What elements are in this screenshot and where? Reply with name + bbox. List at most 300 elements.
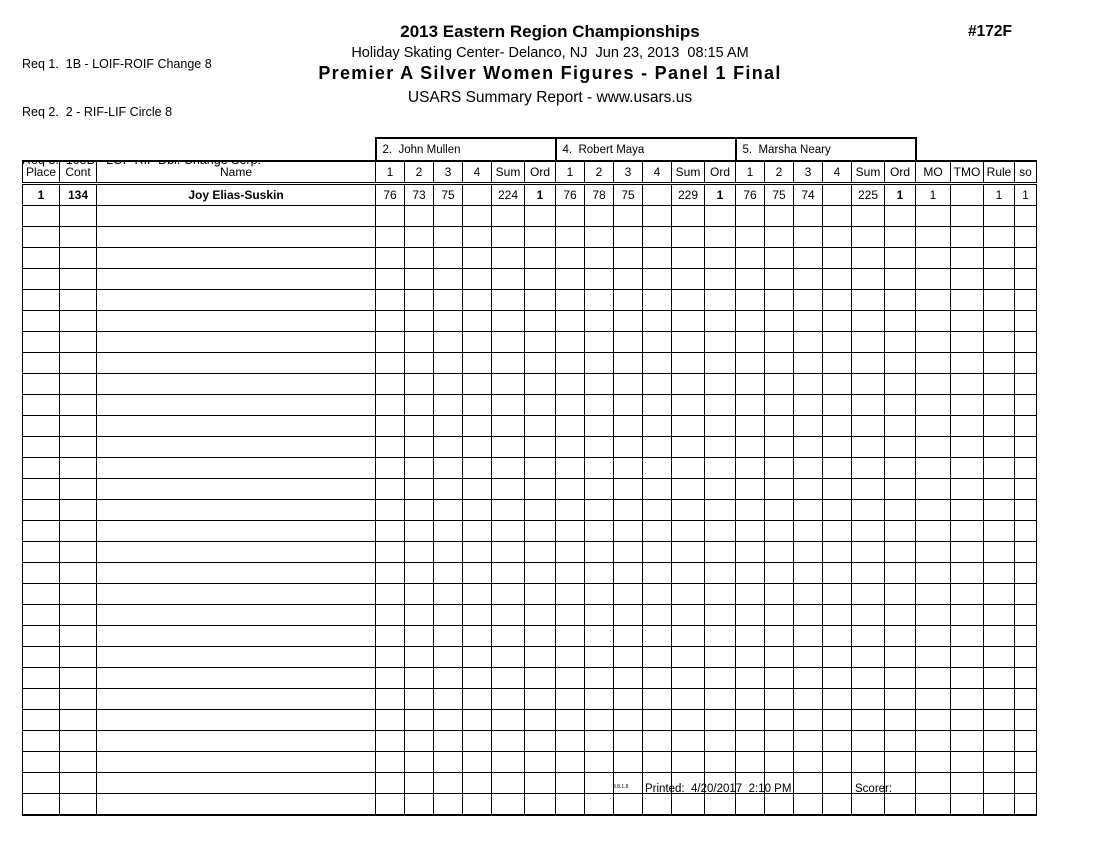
sum-cell bbox=[852, 290, 885, 311]
rule-cell bbox=[984, 311, 1015, 332]
score-cell bbox=[556, 437, 585, 458]
score-cell bbox=[765, 710, 794, 731]
ord-cell bbox=[705, 647, 736, 668]
place-cell bbox=[23, 647, 60, 668]
score-cell bbox=[463, 353, 492, 374]
score-cell bbox=[585, 752, 614, 773]
score-cell bbox=[434, 773, 463, 794]
col-header-judge2-1: 1 bbox=[556, 161, 585, 184]
so-cell bbox=[1015, 521, 1037, 542]
score-cell bbox=[736, 710, 765, 731]
score-cell bbox=[556, 353, 585, 374]
judge-row-right-spacer bbox=[916, 138, 1037, 161]
col-header-judge2-3: 3 bbox=[614, 161, 643, 184]
col-header-judge3-1: 1 bbox=[736, 161, 765, 184]
score-cell bbox=[823, 773, 852, 794]
score-cell bbox=[556, 626, 585, 647]
sum-cell bbox=[672, 479, 705, 500]
sum-cell bbox=[852, 332, 885, 353]
sum-cell bbox=[672, 752, 705, 773]
score-cell bbox=[765, 584, 794, 605]
col-header-judge1-4: 4 bbox=[463, 161, 492, 184]
score-cell bbox=[556, 668, 585, 689]
score-cell bbox=[736, 353, 765, 374]
score-cell bbox=[823, 710, 852, 731]
name-cell bbox=[97, 584, 376, 605]
so-cell bbox=[1015, 647, 1037, 668]
sum-cell bbox=[492, 269, 525, 290]
score-cell bbox=[794, 584, 823, 605]
ord-cell bbox=[525, 773, 556, 794]
score-cell bbox=[643, 184, 672, 206]
name-cell bbox=[97, 311, 376, 332]
so-cell bbox=[1015, 710, 1037, 731]
tmo-cell bbox=[951, 311, 984, 332]
score-cell bbox=[434, 248, 463, 269]
ord-cell bbox=[525, 206, 556, 227]
rule-cell bbox=[984, 290, 1015, 311]
mo-cell bbox=[916, 521, 951, 542]
sum-cell bbox=[672, 668, 705, 689]
ord-cell bbox=[705, 500, 736, 521]
sum-cell bbox=[672, 227, 705, 248]
score-cell bbox=[434, 206, 463, 227]
tmo-cell bbox=[951, 395, 984, 416]
ord-cell bbox=[525, 794, 556, 816]
score-cell bbox=[823, 184, 852, 206]
so-cell bbox=[1015, 458, 1037, 479]
place-cell bbox=[23, 353, 60, 374]
score-cell bbox=[614, 500, 643, 521]
place-cell bbox=[23, 521, 60, 542]
score-cell bbox=[556, 584, 585, 605]
tmo-cell bbox=[951, 248, 984, 269]
score-cell bbox=[405, 752, 434, 773]
ord-cell bbox=[525, 584, 556, 605]
mo-cell bbox=[916, 647, 951, 668]
score-cell bbox=[643, 353, 672, 374]
sum-cell bbox=[672, 500, 705, 521]
score-cell bbox=[585, 647, 614, 668]
mo-cell bbox=[916, 773, 951, 794]
name-cell bbox=[97, 752, 376, 773]
sum-cell bbox=[852, 521, 885, 542]
empty-row bbox=[23, 584, 1037, 605]
ord-cell bbox=[705, 689, 736, 710]
score-cell bbox=[736, 647, 765, 668]
name-cell bbox=[97, 605, 376, 626]
score-cell bbox=[823, 668, 852, 689]
place-cell bbox=[23, 584, 60, 605]
score-cell bbox=[376, 227, 405, 248]
name-cell bbox=[97, 773, 376, 794]
sum-cell: 225 bbox=[852, 184, 885, 206]
empty-row bbox=[23, 248, 1037, 269]
col-header-cont: Cont bbox=[60, 161, 97, 184]
so-cell bbox=[1015, 605, 1037, 626]
sum-cell bbox=[492, 395, 525, 416]
score-cell bbox=[556, 269, 585, 290]
so-cell bbox=[1015, 374, 1037, 395]
rule-cell bbox=[984, 437, 1015, 458]
rule-cell bbox=[984, 227, 1015, 248]
score-cell bbox=[823, 731, 852, 752]
name-cell bbox=[97, 248, 376, 269]
score-cell bbox=[463, 269, 492, 290]
score-cell bbox=[765, 353, 794, 374]
empty-row bbox=[23, 290, 1037, 311]
score-cell bbox=[614, 416, 643, 437]
score-cell: 76 bbox=[556, 184, 585, 206]
printed-datetime: 4/20/2017 2:10 PM bbox=[691, 783, 792, 795]
score-cell bbox=[736, 227, 765, 248]
score-cell bbox=[643, 500, 672, 521]
place-cell bbox=[23, 710, 60, 731]
score-cell bbox=[434, 479, 463, 500]
score-cell bbox=[585, 206, 614, 227]
tmo-cell bbox=[951, 710, 984, 731]
sum-cell bbox=[492, 668, 525, 689]
sum-cell bbox=[492, 647, 525, 668]
rule-cell bbox=[984, 584, 1015, 605]
tmo-cell bbox=[951, 689, 984, 710]
score-cell bbox=[823, 542, 852, 563]
score-cell bbox=[736, 542, 765, 563]
sum-cell bbox=[492, 563, 525, 584]
tmo-cell bbox=[951, 794, 984, 816]
score-cell bbox=[376, 500, 405, 521]
sum-cell bbox=[852, 647, 885, 668]
ord-cell bbox=[525, 311, 556, 332]
rule-cell bbox=[984, 731, 1015, 752]
ord-cell bbox=[705, 710, 736, 731]
cont-cell bbox=[60, 353, 97, 374]
cont-cell bbox=[60, 416, 97, 437]
rule-cell bbox=[984, 416, 1015, 437]
score-cell bbox=[614, 584, 643, 605]
score-cell bbox=[556, 710, 585, 731]
ord-cell bbox=[885, 227, 916, 248]
score-cell bbox=[556, 332, 585, 353]
sum-cell bbox=[852, 752, 885, 773]
score-cell bbox=[585, 689, 614, 710]
score-cell bbox=[794, 605, 823, 626]
score-cell bbox=[614, 269, 643, 290]
score-cell bbox=[823, 290, 852, 311]
sum-cell bbox=[492, 605, 525, 626]
name-cell bbox=[97, 332, 376, 353]
score-cell: 74 bbox=[794, 184, 823, 206]
rule-cell bbox=[984, 647, 1015, 668]
score-cell bbox=[434, 374, 463, 395]
sum-cell bbox=[492, 332, 525, 353]
score-cell bbox=[585, 458, 614, 479]
cont-cell bbox=[60, 269, 97, 290]
sum-cell bbox=[492, 731, 525, 752]
score-cell bbox=[765, 416, 794, 437]
place-cell: 1 bbox=[23, 184, 60, 206]
score-cell bbox=[614, 731, 643, 752]
score-cell bbox=[463, 311, 492, 332]
place-cell bbox=[23, 395, 60, 416]
score-cell bbox=[463, 794, 492, 816]
rule-cell bbox=[984, 353, 1015, 374]
tmo-cell bbox=[951, 605, 984, 626]
score-cell bbox=[614, 689, 643, 710]
score-cell bbox=[585, 248, 614, 269]
result-row bbox=[23, 184, 1037, 206]
col-header-judge3-ord: Ord bbox=[885, 161, 916, 184]
ord-cell bbox=[885, 752, 916, 773]
sum-cell bbox=[852, 689, 885, 710]
score-cell bbox=[765, 794, 794, 816]
score-cell bbox=[463, 500, 492, 521]
tmo-cell bbox=[951, 290, 984, 311]
score-cell bbox=[434, 605, 463, 626]
score-cell bbox=[376, 542, 405, 563]
cont-cell bbox=[60, 710, 97, 731]
sum-cell bbox=[492, 752, 525, 773]
ord-cell bbox=[705, 374, 736, 395]
sum-cell bbox=[492, 248, 525, 269]
score-cell bbox=[794, 206, 823, 227]
ord-cell bbox=[705, 479, 736, 500]
ord-cell: 1 bbox=[525, 184, 556, 206]
tmo-cell bbox=[951, 374, 984, 395]
score-cell bbox=[794, 668, 823, 689]
sum-cell bbox=[672, 332, 705, 353]
score-cell bbox=[736, 521, 765, 542]
ord-cell bbox=[525, 290, 556, 311]
ord-cell bbox=[705, 605, 736, 626]
sum-cell bbox=[852, 626, 885, 647]
score-cell bbox=[434, 416, 463, 437]
mo-cell bbox=[916, 206, 951, 227]
score-cell bbox=[556, 521, 585, 542]
sum-cell bbox=[492, 416, 525, 437]
score-cell bbox=[736, 269, 765, 290]
empty-row bbox=[23, 689, 1037, 710]
tmo-cell bbox=[951, 206, 984, 227]
ord-cell bbox=[885, 248, 916, 269]
empty-row bbox=[23, 353, 1037, 374]
sum-cell bbox=[852, 374, 885, 395]
tmo-cell bbox=[951, 542, 984, 563]
score-cell bbox=[405, 395, 434, 416]
ord-cell bbox=[885, 668, 916, 689]
score-cell bbox=[376, 437, 405, 458]
score-cell bbox=[585, 584, 614, 605]
mo-cell bbox=[916, 395, 951, 416]
place-cell bbox=[23, 374, 60, 395]
ord-cell bbox=[705, 731, 736, 752]
tmo-cell bbox=[951, 731, 984, 752]
score-cell bbox=[585, 500, 614, 521]
sum-cell bbox=[852, 206, 885, 227]
score-cell bbox=[405, 731, 434, 752]
score-cell bbox=[556, 395, 585, 416]
score-cell bbox=[736, 689, 765, 710]
score-cell bbox=[585, 605, 614, 626]
score-cell bbox=[765, 395, 794, 416]
tmo-cell bbox=[951, 626, 984, 647]
sum-cell bbox=[852, 584, 885, 605]
score-cell bbox=[823, 416, 852, 437]
ord-cell bbox=[885, 521, 916, 542]
score-cell bbox=[643, 227, 672, 248]
empty-row bbox=[23, 794, 1037, 816]
sum-cell bbox=[492, 542, 525, 563]
sum-cell bbox=[672, 290, 705, 311]
score-cell bbox=[765, 626, 794, 647]
cont-cell bbox=[60, 626, 97, 647]
col-header-mo: MO bbox=[916, 161, 951, 184]
ord-cell bbox=[525, 437, 556, 458]
empty-row bbox=[23, 206, 1037, 227]
mo-cell bbox=[916, 752, 951, 773]
score-cell bbox=[376, 710, 405, 731]
score-cell bbox=[585, 563, 614, 584]
score-cell bbox=[736, 479, 765, 500]
score-cell bbox=[405, 437, 434, 458]
score-cell bbox=[643, 269, 672, 290]
score-cell bbox=[556, 752, 585, 773]
score-cell bbox=[823, 437, 852, 458]
place-cell bbox=[23, 269, 60, 290]
sum-cell bbox=[852, 668, 885, 689]
rule-cell bbox=[984, 248, 1015, 269]
score-cell bbox=[794, 752, 823, 773]
mo-cell: 1 bbox=[916, 184, 951, 206]
score-cell bbox=[434, 500, 463, 521]
score-cell bbox=[585, 311, 614, 332]
place-cell bbox=[23, 311, 60, 332]
score-cell bbox=[643, 248, 672, 269]
score-cell bbox=[434, 584, 463, 605]
score-cell bbox=[823, 605, 852, 626]
judge-header-2: 4. Robert Maya bbox=[556, 138, 736, 161]
sum-cell bbox=[672, 458, 705, 479]
score-cell bbox=[556, 248, 585, 269]
cont-cell bbox=[60, 584, 97, 605]
mo-cell bbox=[916, 458, 951, 479]
so-cell bbox=[1015, 395, 1037, 416]
score-cell bbox=[376, 752, 405, 773]
score-cell bbox=[794, 542, 823, 563]
ord-cell bbox=[885, 269, 916, 290]
score-cell bbox=[614, 605, 643, 626]
score-cell bbox=[823, 584, 852, 605]
mo-cell bbox=[916, 794, 951, 816]
score-cell bbox=[405, 584, 434, 605]
score-cell bbox=[376, 353, 405, 374]
score-cell bbox=[376, 269, 405, 290]
score-cell bbox=[614, 353, 643, 374]
empty-row bbox=[23, 437, 1037, 458]
rule-cell bbox=[984, 668, 1015, 689]
score-cell bbox=[794, 290, 823, 311]
col-header-name: Name bbox=[97, 161, 376, 184]
score-cell bbox=[463, 227, 492, 248]
score-cell bbox=[794, 731, 823, 752]
col-header-judge1-ord: Ord bbox=[525, 161, 556, 184]
so-cell bbox=[1015, 731, 1037, 752]
sum-cell bbox=[852, 479, 885, 500]
score-cell bbox=[765, 605, 794, 626]
name-cell bbox=[97, 290, 376, 311]
score-cell bbox=[794, 521, 823, 542]
name-cell bbox=[97, 710, 376, 731]
cont-cell bbox=[60, 395, 97, 416]
score-cell bbox=[405, 227, 434, 248]
so-cell bbox=[1015, 668, 1037, 689]
event-number: #172F bbox=[968, 23, 1012, 40]
sum-cell: 224 bbox=[492, 184, 525, 206]
col-header-judge1-2: 2 bbox=[405, 161, 434, 184]
col-header-judge3-2: 2 bbox=[765, 161, 794, 184]
rule-cell bbox=[984, 563, 1015, 584]
ord-cell bbox=[885, 416, 916, 437]
score-cell bbox=[405, 689, 434, 710]
mo-cell bbox=[916, 437, 951, 458]
score-cell bbox=[405, 773, 434, 794]
score-cell bbox=[614, 668, 643, 689]
ord-cell bbox=[525, 248, 556, 269]
rule-cell bbox=[984, 458, 1015, 479]
score-cell bbox=[463, 437, 492, 458]
mo-cell bbox=[916, 542, 951, 563]
ord-cell bbox=[705, 269, 736, 290]
cont-cell: 134 bbox=[60, 184, 97, 206]
tmo-cell bbox=[951, 668, 984, 689]
score-cell bbox=[643, 395, 672, 416]
col-header-judge3-3: 3 bbox=[794, 161, 823, 184]
mo-cell bbox=[916, 584, 951, 605]
score-cell bbox=[434, 227, 463, 248]
score-cell bbox=[463, 248, 492, 269]
cont-cell bbox=[60, 227, 97, 248]
score-cell bbox=[434, 563, 463, 584]
tmo-cell bbox=[951, 500, 984, 521]
score-cell bbox=[823, 206, 852, 227]
score-cell bbox=[463, 416, 492, 437]
ord-cell bbox=[525, 626, 556, 647]
score-cell bbox=[643, 458, 672, 479]
score-cell bbox=[643, 605, 672, 626]
empty-row bbox=[23, 605, 1037, 626]
sum-cell bbox=[492, 689, 525, 710]
place-cell bbox=[23, 416, 60, 437]
ord-cell bbox=[885, 542, 916, 563]
so-cell bbox=[1015, 752, 1037, 773]
score-cell bbox=[614, 479, 643, 500]
score-cell bbox=[765, 227, 794, 248]
sum-cell bbox=[672, 311, 705, 332]
empty-row bbox=[23, 500, 1037, 521]
score-cell bbox=[376, 731, 405, 752]
score-cell bbox=[434, 353, 463, 374]
ord-cell bbox=[525, 563, 556, 584]
mo-cell bbox=[916, 332, 951, 353]
score-cell bbox=[765, 311, 794, 332]
place-cell bbox=[23, 563, 60, 584]
score-cell bbox=[556, 290, 585, 311]
mo-cell bbox=[916, 269, 951, 290]
score-cell bbox=[405, 206, 434, 227]
sum-cell bbox=[852, 731, 885, 752]
ord-cell bbox=[525, 647, 556, 668]
col-header-place: Place bbox=[23, 161, 60, 184]
